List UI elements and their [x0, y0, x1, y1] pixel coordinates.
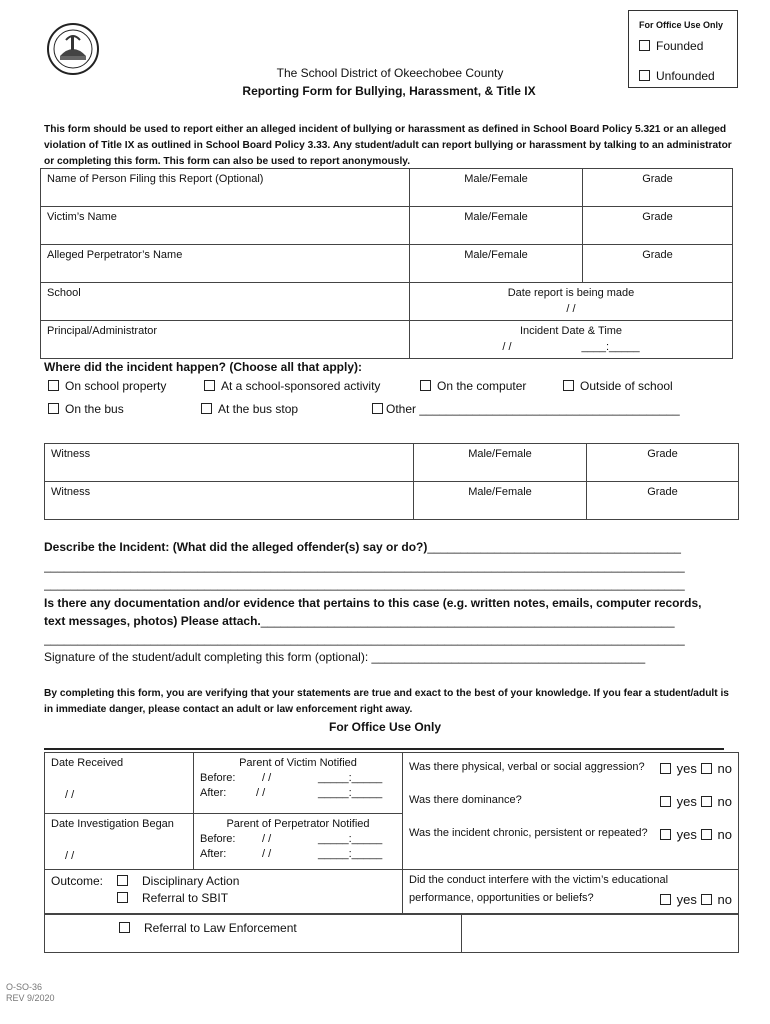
law-enforcement-checkbox[interactable] [119, 922, 130, 933]
other-checkbox[interactable] [372, 403, 383, 414]
activity-label: At a school-sponsored activity [221, 379, 381, 393]
disciplinary-checkbox[interactable] [117, 875, 128, 886]
q4-cell [403, 869, 739, 913]
witness2-grade-cell[interactable] [587, 482, 739, 520]
principal-label: Principal/Administrator [47, 325, 158, 337]
victim-label: Victim’s Name [47, 211, 117, 223]
school-label: School [47, 287, 81, 299]
unfounded-label: Unfounded [656, 69, 715, 83]
q2-no-label: no [717, 794, 732, 809]
q4-yes-label: yes [676, 891, 697, 907]
perp-grade-label: Grade [642, 249, 673, 261]
pv-after-date: / / [256, 787, 266, 799]
date-investigation-slashes: / / [65, 849, 75, 862]
incident-datetime-label: Incident Date & Time [519, 325, 623, 337]
documentation-question-line1: Is there any documentation and/or evidence that pertains to this case (e.g. written notes, emails, computer records, [44, 596, 702, 610]
law-enforcement-label: Referral to Law Enforcement [144, 921, 297, 935]
q3-cell [403, 813, 739, 869]
where-option-outside[interactable] [563, 379, 673, 393]
where-option-activity[interactable] [204, 379, 380, 393]
incident-datetime-cell[interactable] [410, 321, 733, 359]
perp-name-cell[interactable] [41, 245, 410, 283]
q4-no-label: no [717, 891, 732, 907]
date-investigation-cell[interactable] [45, 813, 194, 869]
question-chronic: Was the incident chronic, persistent or repeated? [409, 827, 648, 839]
form-code: O-SO-36 [6, 982, 43, 992]
witness1-gender-cell[interactable] [414, 444, 587, 482]
parent-perp-label: Parent of Perpetrator Notified [226, 817, 370, 830]
sbit-checkbox[interactable] [117, 892, 128, 903]
founded-label: Founded [656, 39, 704, 53]
q3-no-checkbox[interactable] [701, 829, 712, 840]
q2-yes-checkbox[interactable] [660, 796, 671, 807]
date-received-cell[interactable] [45, 753, 194, 814]
documentation-blank-1[interactable]: ______________________________________________________________ [260, 614, 675, 628]
q1-no-label: no [717, 761, 732, 776]
revision: REV 9/2020 [6, 993, 55, 1003]
describe-question-row [44, 540, 734, 554]
witness1-grade-label: Grade [647, 448, 678, 460]
outcome-cell [45, 869, 403, 913]
documentation-question-line2: text messages, photos) Please attach. [44, 614, 261, 628]
date-received-label: Date Received [51, 757, 124, 769]
witness-table [44, 443, 739, 520]
describe-question: Describe the Incident: (What did the alleged offender(s) say or do?) [44, 540, 428, 554]
outside-label: Outside of school [580, 379, 673, 393]
where-option-school-property[interactable] [48, 379, 166, 393]
question-interfere-line1: Did the conduct interfere with the victim’s educational [409, 873, 669, 886]
date-made-cell[interactable] [410, 283, 733, 321]
q2-yes-label: yes [676, 794, 697, 809]
signature-blank[interactable]: _________________________________________ [371, 650, 646, 664]
q1-options [660, 761, 732, 776]
where-option-computer[interactable] [420, 379, 526, 393]
pp-before-date: / / [262, 832, 272, 845]
victim-name-cell[interactable] [41, 207, 410, 245]
q1-cell [403, 753, 739, 814]
describe-blank-1[interactable]: ______________________________________ [427, 540, 681, 554]
q4-yes-checkbox[interactable] [660, 894, 671, 905]
where-option-bus-stop[interactable] [201, 402, 298, 416]
q1-no-checkbox[interactable] [701, 763, 712, 774]
outside-checkbox[interactable] [563, 380, 574, 391]
bus-checkbox[interactable] [48, 403, 59, 414]
sbit-label: Referral to SBIT [142, 890, 229, 905]
school-property-checkbox[interactable] [48, 380, 59, 391]
victim-grade-cell[interactable] [583, 207, 733, 245]
witness2-name-cell[interactable] [45, 482, 414, 520]
bus-stop-label: At the bus stop [218, 402, 299, 416]
date-investigation-label: Date Investigation Began [51, 817, 174, 830]
school-cell[interactable] [41, 283, 410, 321]
pp-after-time: _____:_____ [318, 847, 383, 860]
where-option-other[interactable] [372, 402, 680, 416]
district-name: The School District of Okeechobee County [276, 66, 504, 80]
filer-label: Name of Person Filing this Report (Optional) [47, 173, 264, 185]
founded-option[interactable] [639, 39, 703, 53]
parent-perp-cell[interactable] [194, 813, 403, 869]
victim-grade-label: Grade [642, 211, 673, 223]
office-use-title: For Office Use Only [328, 720, 442, 734]
witness2-gender-cell[interactable] [414, 482, 587, 520]
question-dominance: Was there dominance? [409, 794, 522, 806]
filer-grade-cell[interactable] [583, 169, 733, 207]
q2-options [660, 794, 732, 809]
q4-no-checkbox[interactable] [701, 894, 712, 905]
pp-before-label: Before: [200, 832, 236, 845]
filer-name-cell[interactable] [41, 169, 410, 207]
form-title: Reporting Form for Bullying, Harassment, & Title IX [242, 84, 536, 98]
office-box-title: For Office Use Only [639, 20, 724, 30]
parent-victim-label: Parent of Victim Notified [239, 757, 357, 769]
pv-before-time: _____:_____ [318, 772, 383, 784]
incident-time-blank: ____:_____ [581, 341, 640, 353]
filer-gender-label: Male/Female [464, 173, 528, 185]
question-aggression: Was there physical, verbal or social aggression? [409, 761, 645, 773]
pv-before-label: Before: [200, 772, 236, 784]
outcome-label: Outcome: [51, 873, 104, 888]
pp-after-date: / / [262, 847, 272, 860]
pv-after-time: _____:_____ [318, 787, 383, 799]
incident-date-slashes: / / [502, 341, 512, 353]
q3-yes-label: yes [676, 827, 697, 842]
disciplinary-label: Disciplinary Action [142, 873, 240, 888]
bus-stop-checkbox[interactable] [201, 403, 212, 414]
parent-victim-cell[interactable] [194, 753, 403, 814]
question-interfere-line2: performance, opportunities or beliefs? [409, 891, 594, 904]
witness1-grade-cell[interactable] [587, 444, 739, 482]
intro-text: This form should be used to report either an alleged incident of bullying or harassment as defined in School Board Policy 5.321 or an alleged violation of Title IX as outlined in School Board Policy 3.33. Any student/adult can report bullying or harassment by talking to an administrator or completing this form. This form can also be used to report anonymously. [44, 124, 732, 167]
describe-blank-2[interactable]: ________________________________________________________________________________________________ [44, 559, 685, 573]
victim-gender-cell[interactable] [410, 207, 583, 245]
q3-no-label: no [717, 827, 732, 842]
signature-row [44, 650, 734, 664]
q3-yes-checkbox[interactable] [660, 829, 671, 840]
where-question: Where did the incident happen? (Choose all that apply): [44, 360, 363, 374]
documentation-question-row2 [44, 614, 734, 628]
date-made-label: Date report is being made [507, 287, 635, 299]
q4-options [660, 892, 732, 907]
verification-text: By completing this form, you are verifying that your statements are true and exact to the best of your knowledge. If you fear a student/adult is in immediate danger, please contact an adult or law enforcement right away. [44, 688, 729, 715]
perp-grade-cell[interactable] [583, 245, 733, 283]
date-made-slashes: / / [566, 303, 576, 315]
witness1-label: Witness [51, 448, 91, 460]
filer-grade-label: Grade [642, 173, 673, 185]
activity-checkbox[interactable] [204, 380, 215, 391]
bus-label: On the bus [65, 402, 124, 416]
pp-before-time: _____:_____ [318, 832, 383, 845]
principal-cell[interactable] [41, 321, 410, 359]
computer-label: On the computer [437, 379, 527, 393]
describe-blank-3[interactable]: ________________________________________________________________________________________________ [44, 577, 685, 591]
witness1-name-cell[interactable] [45, 444, 414, 482]
q1-yes-label: yes [676, 761, 697, 776]
perp-label: Alleged Perpetrator’s Name [47, 249, 183, 261]
law-enforcement-notes-cell[interactable] [462, 915, 739, 953]
q2-no-checkbox[interactable] [701, 796, 712, 807]
victim-gender-label: Male/Female [464, 211, 528, 223]
law-enforcement-cell [45, 915, 462, 953]
date-received-slashes: / / [65, 789, 75, 801]
perp-gender-label: Male/Female [464, 249, 528, 261]
pv-before-date: / / [262, 772, 272, 784]
pv-after-label: After: [200, 787, 227, 799]
computer-checkbox[interactable] [420, 380, 431, 391]
founded-checkbox[interactable] [639, 40, 650, 51]
q3-options [660, 827, 732, 842]
perp-gender-cell[interactable] [410, 245, 583, 283]
filer-gender-cell[interactable] [410, 169, 583, 207]
witness1-gender-label: Male/Female [468, 448, 532, 460]
office-table-topline [44, 748, 724, 750]
other-blank[interactable]: _______________________________________ [419, 402, 680, 416]
signature-label: Signature of the student/adult completing this form (optional): [44, 650, 369, 664]
other-label: Other [386, 402, 417, 416]
witness2-grade-label: Grade [647, 486, 678, 498]
pp-after-label: After: [200, 847, 227, 860]
law-enforcement-table [44, 914, 739, 953]
witness2-gender-label: Male/Female [468, 486, 532, 498]
documentation-blank-2[interactable]: ________________________________________________________________________________________________ [44, 632, 685, 646]
q1-yes-checkbox[interactable] [660, 763, 671, 774]
office-use-table [44, 752, 739, 914]
witness2-label: Witness [51, 486, 91, 498]
where-option-bus[interactable] [48, 402, 124, 416]
school-property-label: On school property [65, 379, 167, 393]
report-info-table [40, 168, 733, 359]
